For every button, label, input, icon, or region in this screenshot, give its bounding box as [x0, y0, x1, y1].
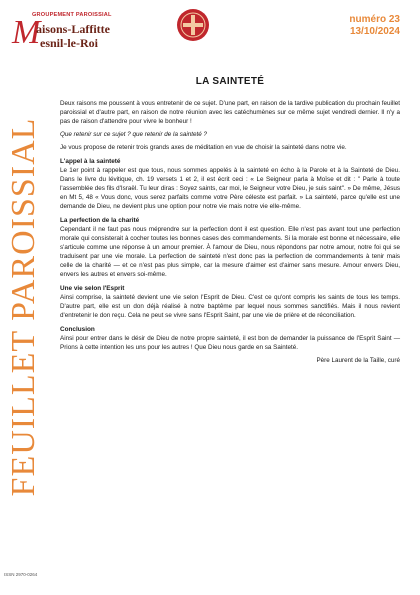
- logo-group-label: GROUPEMENT PAROISSIAL: [32, 12, 112, 18]
- article: [60, 76, 400, 369]
- page-header: [0, 0, 420, 60]
- section-text-charite: Cependant il ne faut pas nous méprendre sur la perfection dont il est question. Elle n'est pas avant tout une perfection morale qui consisterait à cocher toutes les bonnes cases des commandements. Si la morale est bonne et nécessaire, elle s'articule comme une réponse à un amour premier. À l'amour de Dieu, nous répondons par notre amour, notre foi qui se traduisent par une vie morale. La perfection de sainteté n'est donc pas la perfection de commandements à tenir mais celle de la charité — et ce n'est pas plus simple, car la mesure d'aimer est d'aimer sans mesure. Amour envers Dieu, envers les autres et envers soi-même.: [60, 226, 400, 278]
- side-title-text: FEUILLET PAROISSIAL: [5, 117, 42, 497]
- parish-logo: [10, 8, 160, 54]
- logo-line-2: esnil-le-Roi: [40, 36, 98, 50]
- section-heading-conclusion: Conclusion: [60, 326, 95, 333]
- issue-date: 13/10/2024: [349, 26, 400, 37]
- issn-label: ISSN 2970-0264: [4, 572, 38, 577]
- section-text-appel: Le 1er point à rappeler est que tous, nous sommes appelés à la sainteté en écho à la Parole et à la Sainteté de Dieu. Dans le livre du lévitique, ch. 19 versets 1 et 2, il est écrit ceci : « Le Seigneur parla à Moïse et dit : " Parle à toute l'assemblée des fils d'Israël. Tu leur diras : Soyez saints, car moi, le Seigneur votre Dieu, je suis saint". » De même, Jésus en Mt 5, 48 « Vous donc, vous serez parfaits comme votre Père céleste est parfait. » La sainteté, parce qu'elle est une demande de Dieu, ne devient plus une option pour notre vie mais notre vie elle-même.: [60, 167, 400, 210]
- signature: Père Laurent de la Taille, curé: [316, 357, 400, 364]
- logo-line-1: aisons-Laffitte: [36, 22, 110, 36]
- logo-monogram: M: [12, 14, 41, 51]
- cross-emblem-icon: [176, 8, 210, 42]
- section-heading-charite: La perfection de la charité: [60, 217, 140, 224]
- section-heading-esprit: Une vie selon l'Esprit: [60, 285, 125, 292]
- issue-number: numéro 23: [349, 14, 400, 25]
- side-banner: [4, 62, 44, 552]
- section-text-conclusion: Ainsi pour entrer dans le désir de Dieu de notre propre sainteté, il est bon de demander la puissance de l'Esprit Saint — Prions à cette intention les uns pour les autres ! Que Dieu nous garde en sa Sainteté.: [60, 335, 400, 351]
- article-question: Que retenir sur ce sujet ? que retenir de la sainteté ?: [60, 131, 208, 138]
- article-title: LA SAINTETÉ: [195, 76, 265, 87]
- issue-info: [349, 14, 400, 38]
- article-intro-2: Je vous propose de retenir trois grands axes de méditation en vue de choisir la sainteté dans notre vie.: [60, 144, 347, 151]
- section-text-esprit: Ainsi comprise, la sainteté devient une vie selon l'Esprit de Dieu. C'est ce qu'ont compris les saints de tous les temps. D'autre part, elle est un don déjà réalisé à notre baptême par lequel nous sommes sanctifiés. Mais il nous revient d'entretenir le don reçu. Cela ne peut se vivre sans l'Esprit Saint, par une vie de prière et de réconciliation.: [60, 294, 400, 319]
- section-heading-appel: L'appel à la sainteté: [60, 158, 121, 165]
- article-intro: Deux raisons me poussent à vous entretenir de ce sujet. D'une part, en raison de la tardive publication du prochain feuillet paroissial et d'autre part, en raison de notre réunion avec les catéchumènes sur ce même sujet vendredi dernier. Il n'y a pas de raison d'attendre pour vivre le bonheur !: [60, 100, 400, 125]
